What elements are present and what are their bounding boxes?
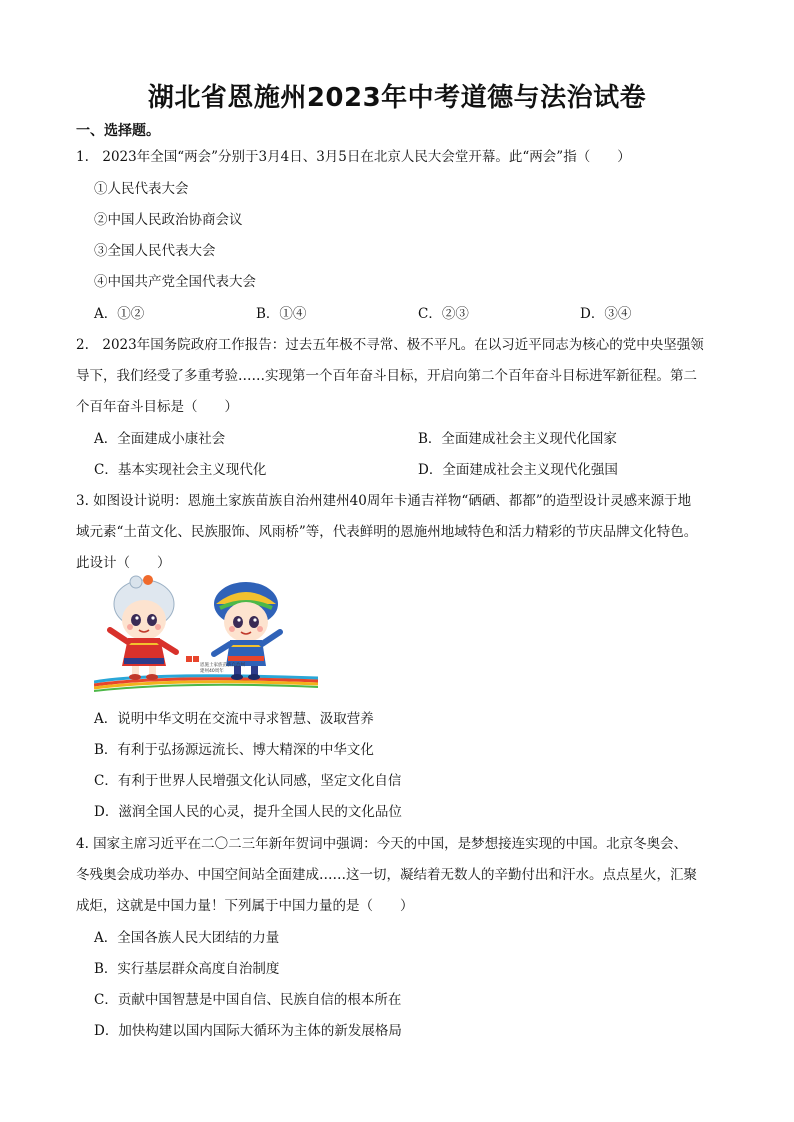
question-2-option-b: B．全面建成社会主义现代化国家 [418,431,617,447]
question-1-item-3: ③全国人民代表大会 [94,243,216,259]
question-3-stem-line-2: 域元素“土苗文化、民族服饰、风雨桥”等，代表鲜明的恩施州地域特色和活力精彩的节庆品牌文化特色。 [76,524,698,540]
question-4-option-b: B．实行基层群众高度自治制度 [94,961,280,977]
question-3-option-d: D．滋润全国人民的心灵，提升全国人民的文化品位 [94,804,402,820]
question-1-item-2: ②中国人民政治协商会议 [94,212,243,228]
question-1-option-c: C．②③ [418,306,469,322]
question-4-option-c: C．贡献中国智慧是中国自信、民族自信的根本所在 [94,992,402,1008]
question-3-option-c: C．有利于世界人民增强文化认同感，坚定文化自信 [94,773,402,789]
question-4-stem-line-1: 4. 国家主席习近平在二〇二三年新年贺词中强调：今天的中国，是梦想接连实现的中国。北京冬奥会、 [76,836,688,852]
question-3-stem-line-1: 3. 如图设计说明：恩施土家族苗族自治州建州40周年卡通吉祥物“硒硒、都都”的造型设计灵感来源于地 [76,493,692,509]
question-2-option-c: C．基本实现社会主义现代化 [94,462,267,478]
question-4-stem-line-3: 成炬，这就是中国力量！下列属于中国力量的是（ ） [76,898,414,914]
page-title: 湖北省恩施州2023年中考道德与法治试卷 [147,83,647,113]
question-2-option-d: D．全面建成社会主义现代化强国 [418,462,618,478]
question-1-item-4: ④中国共产党全国代表大会 [94,274,256,290]
question-3-option-a: A．说明中华文明在交流中寻求智慧、汲取营养 [94,711,374,727]
question-2-stem-line-1: 2. 2023年国务院政府工作报告：过去五年极不寻常、极不平凡。在以习近平同志为核心的党中央坚强领 [76,337,704,353]
question-1-item-1: ①人民代表大会 [94,181,189,197]
question-4-option-d: D．加快构建以国内国际大循环为主体的新发展格局 [94,1023,402,1039]
question-3-stem-line-3: 此设计（ ） [76,555,171,571]
question-1-option-b: B．①④ [256,306,307,322]
svg-text:建州40周年: 建州40周年 [200,669,224,674]
question-2-stem-line-3: 个百年奋斗目标是（ ） [76,399,238,415]
question-2-stem-line-2: 导下，我们经受了多重考验……实现第一个百年奋斗目标，开启向第二个百年奋斗目标进军新征程。第二 [76,368,697,384]
section-heading: 一、选择题。 [76,123,160,139]
svg-text:恩施土家族苗族自治州: 恩施土家族苗族自治州 [200,663,245,668]
question-1-stem: 1. 2023年全国“两会”分别于3月4日、3月5日在北京人民大会堂开幕。此“两会”指（ ） [76,149,631,165]
question-2-option-a: A．全面建成小康社会 [94,431,226,447]
question-4-stem-line-2: 冬残奥会成功举办、中国空间站全面建成……这一切，凝结着无数人的辛勤付出和汗水。点点星火，汇聚 [76,867,697,883]
question-1-option-a: A．①② [94,306,145,322]
question-3-option-b: B．有利于弘扬源远流长、博大精深的中华文化 [94,742,374,758]
mascot-illustration [94,574,318,692]
question-4-option-a: A．全国各族人民大团结的力量 [94,930,280,946]
question-1-option-d: D．③④ [580,306,632,322]
mascot-xixi [110,575,176,680]
